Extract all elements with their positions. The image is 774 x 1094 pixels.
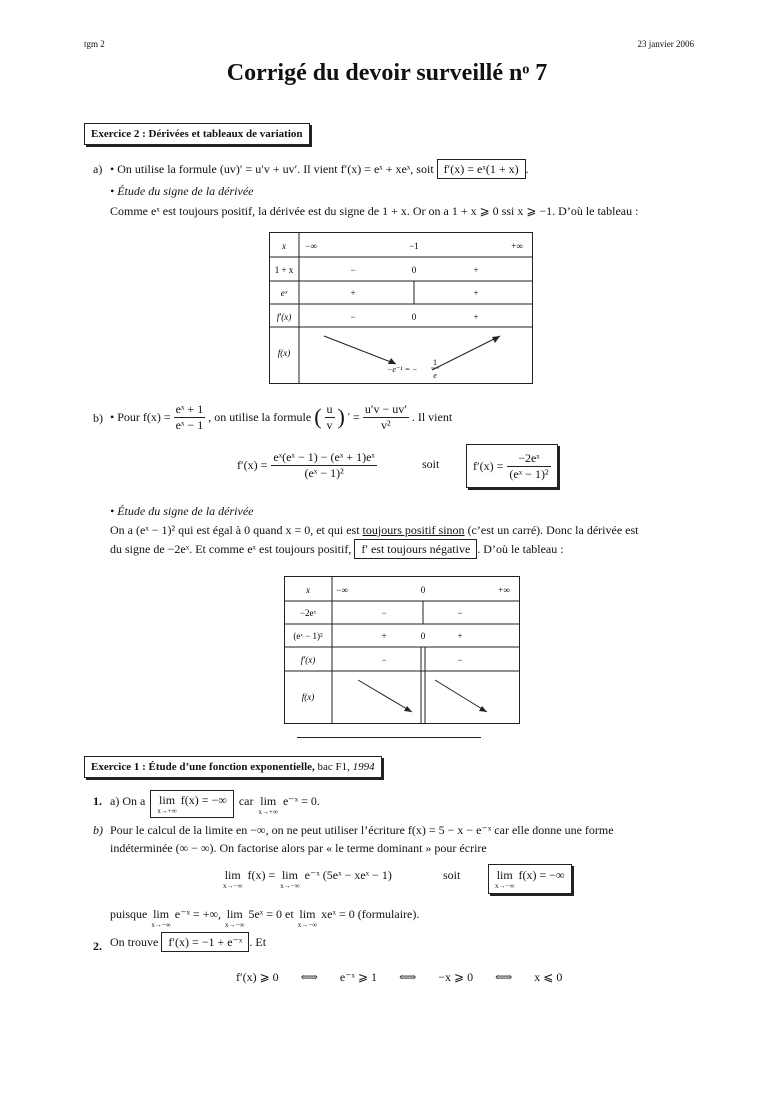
- exercise2-a-result: f′(x) = eˣ(1 + x): [437, 159, 526, 179]
- exercise2-b-f-den: eˣ − 1: [175, 417, 204, 432]
- q2-eq-4: −x ⩾ 0: [438, 970, 474, 984]
- t1-ex-plus-left: +: [350, 288, 356, 298]
- page-title: Corrigé du devoir surveillé nᵒ 7: [226, 60, 548, 86]
- exercise2-a-period: .: [525, 162, 529, 176]
- t1-x-minus1: −1: [409, 241, 419, 251]
- exercise2-b-v: v: [326, 417, 333, 432]
- q2-eq-0: f′(x) ⩾ 0: [236, 970, 279, 984]
- q1-p-under2: x→−∞: [225, 921, 245, 929]
- q1-p-lim3: lim: [299, 907, 316, 921]
- q1-a-lim2-rhs: e⁻ˣ = 0.: [282, 794, 320, 808]
- q2-eq-3: ⟺: [399, 970, 417, 984]
- q1-p-under3: x→−∞: [297, 921, 318, 929]
- q1-b-line2: indéterminée (∞ − ∞). On factorise alors par « le terme dominant » pour écrire: [110, 841, 487, 855]
- exercise2-b-derivative: [237, 446, 377, 484]
- t2-sq-zero: 0: [420, 631, 426, 641]
- q1-eq-box-lim: lim: [496, 868, 513, 882]
- exercise1-name: Étude d’une fonction exponentielle,: [148, 761, 315, 773]
- exercise2-a-sign-text: Comme eˣ est toujours positif, la dérivée est du signe de 1 + x. Or on a 1 + x ⩾ 0 ssi x ⩾ −1. D’où le tableau :: [110, 204, 639, 218]
- t2-arrow-left-head: [404, 706, 412, 712]
- q1-a-lim2-under: x→+∞: [258, 808, 278, 816]
- q2-pre: On trouve: [110, 935, 159, 949]
- t1-fp-minus: −: [350, 312, 356, 322]
- t2-x-minus-inf: −∞: [336, 585, 348, 595]
- exercise2-b-result: [466, 444, 558, 488]
- exercise2-b-deriv-num: eˣ(eˣ − 1) − (eˣ + 1)eˣ: [273, 449, 375, 464]
- exercise2-label: Exercice 2 :: [91, 128, 146, 140]
- q2-equivalences: [236, 970, 562, 985]
- q1-p-under1: x→−∞: [151, 921, 171, 929]
- exercise2-b-sign-line2: [110, 542, 564, 557]
- exercise2-b-sign-box: f′ est toujours négative: [354, 539, 477, 559]
- q1-p-lim2: lim: [226, 907, 243, 921]
- exercise2-b-label: b): [93, 411, 103, 425]
- exercise1-source: bac F1,: [317, 761, 350, 773]
- q1-p2: 5eˣ = 0 et: [248, 907, 294, 921]
- q2-eq-6: x ⩽ 0: [534, 970, 563, 984]
- t2-arrow-right: [435, 680, 487, 712]
- exercise2-b-deriv-den: (eˣ − 1)²: [304, 465, 344, 480]
- exercise2-b-result-num: −2eˣ: [507, 451, 550, 467]
- exercise2-b-sign-line2-pre: du signe de −2eˣ. Et comme eˣ est toujours positif,: [110, 542, 352, 556]
- q1-a-box-under: x→+∞: [157, 807, 177, 815]
- q1-number: 1.: [93, 794, 102, 808]
- t2-label-fp: f′(x): [300, 655, 316, 665]
- exercise2-b-sign-line1-pre: On a (eˣ − 1)² qui est égal à 0 quand x = 0, et qui est: [110, 523, 360, 537]
- exercise2-name: Dérivées et tableaux de variation: [148, 128, 303, 140]
- t2-sq-plus-left: +: [381, 631, 387, 641]
- q2-box: f′(x) = −1 + e⁻ˣ: [161, 932, 249, 952]
- t2-x-zero: 0: [420, 585, 426, 595]
- q1-a-car: car: [238, 794, 254, 808]
- t1-label-ex: eˣ: [280, 288, 288, 298]
- exercise2-b-sign-line2-post: . D’où le tableau :: [477, 542, 564, 556]
- exercise2-b-formula-den: v²: [381, 417, 391, 432]
- t1-min-label: −e⁻¹ = −: [387, 365, 418, 374]
- exercise2-b-sign-line1-post: (c’est un carré). Donc la dérivée est: [467, 523, 639, 537]
- q1-eq-box-under: x→−∞: [495, 882, 515, 890]
- t1-arrow-down: [324, 336, 396, 364]
- exercise1-label: Exercice 1 :: [91, 761, 146, 773]
- exercise2-a-text: • On utilise la formule (uv)′ = u′v + uv′. Il vient f′(x) = eˣ + xeˣ, soit: [110, 162, 434, 176]
- q1-eq-under2: x→−∞: [280, 882, 300, 890]
- header-left: tgm 2: [84, 39, 105, 49]
- q1-puisque: puisque: [110, 907, 148, 921]
- exercise2-b-result-lhs: f′(x) =: [473, 458, 504, 473]
- t2-x-plus-inf: +∞: [498, 585, 510, 595]
- q2-eq-5: ⟺: [495, 970, 513, 984]
- q1-a-text: a) On a: [110, 794, 146, 808]
- exercise2-a-line: [110, 162, 529, 177]
- t1-fp-plus: +: [473, 312, 479, 322]
- q1-eq-rhs: e⁻ˣ (5eˣ − xeˣ − 1): [304, 868, 392, 882]
- t2-arrow-right-head: [479, 706, 487, 712]
- q1-eq-box-rhs: f(x) = −∞: [518, 868, 565, 882]
- q1-puisque-line: [110, 907, 419, 929]
- exercise2-b-f-num: eˣ + 1: [175, 401, 204, 416]
- q1-b-label: b): [93, 823, 103, 837]
- exercise2-b-pre: • Pour f(x) =: [110, 409, 171, 424]
- exercise2-b-post: . Il vient: [411, 409, 453, 424]
- t1-ex-plus-right: +: [473, 288, 479, 298]
- t1-x-plus-inf: +∞: [511, 241, 523, 251]
- exercise2-a-sign-title: • Étude du signe de la dérivée: [110, 184, 254, 198]
- q1-p3: xeˣ = 0 (formulaire).: [321, 907, 420, 921]
- exercise2-b-mid: , on utilise la formule: [208, 409, 312, 424]
- t1-1px-zero: 0: [411, 265, 417, 275]
- q1-eq-lim1: lim: [224, 868, 241, 882]
- t2-label-m2ex: −2eˣ: [299, 608, 317, 618]
- q1-a-line: [110, 790, 320, 818]
- t1-1px-plus: +: [473, 265, 479, 275]
- t1-x-minus-inf: −∞: [305, 241, 317, 251]
- q2-number: 2.: [93, 939, 102, 953]
- t2-m2ex-left: −: [381, 608, 387, 618]
- t2-label-x: x: [306, 585, 310, 595]
- q1-eq-under1: x→−∞: [223, 882, 243, 890]
- exercise2-b-prime: ′: [347, 411, 351, 423]
- q1-eq-mid: f(x) =: [247, 868, 276, 882]
- t2-sq-plus-right: +: [457, 631, 463, 641]
- exercise2-b-u: u: [326, 401, 333, 416]
- t2-m2ex-right: −: [457, 608, 463, 618]
- q2-post: . Et: [249, 935, 267, 949]
- exercise2-b-sign-line1-ul: toujours positif sinon: [362, 523, 465, 537]
- q1-p-lim1: lim: [153, 907, 170, 921]
- t1-min-den: e: [433, 371, 437, 380]
- t2-label-f: f(x): [301, 692, 315, 702]
- q1-b-line1: Pour le calcul de la limite en −∞, on ne peut utiliser l’écriture f(x) = 5 − x − e⁻ˣ car elle donne une forme: [110, 823, 614, 837]
- t1-1px-minus: −: [350, 265, 356, 275]
- q1-a-lim2: lim: [260, 794, 277, 808]
- exercise1-year: 1994: [352, 761, 375, 773]
- t1-label-f: f(x): [277, 348, 291, 358]
- q2-line: [110, 935, 266, 950]
- exercise2-b-line: • Pour f(x) = $\frac{\text{eˣ + 1}}{\text{eˣ − 1}}$ , on utilise la formule ( $\frac{u}{v}$ ) ′ = $\frac{u'v - uv'}{\text{v²}}$ . Il vient: [110, 401, 453, 432]
- t2-arrow-left: [358, 680, 412, 712]
- q2-eq-2: e⁻ˣ ⩾ 1: [339, 970, 378, 984]
- t1-min-num: 1: [433, 358, 437, 367]
- variation-table-1: [269, 232, 533, 384]
- q1-eq-lim2: lim: [281, 868, 298, 882]
- t1-label-fp: f′(x): [276, 312, 292, 322]
- exercise2-heading: [84, 123, 310, 145]
- t2-fp-right: −: [457, 655, 463, 665]
- exercise1-heading: [84, 756, 382, 778]
- t1-arrow-up: [432, 336, 500, 370]
- separator: [297, 737, 481, 738]
- exercise2-b-soit: soit: [422, 457, 440, 471]
- t1-label-x: x: [282, 241, 286, 251]
- q1-a-box-lim: lim: [159, 793, 176, 807]
- exercise2-b-formula-num: u′v − uv′: [364, 401, 407, 416]
- exercise2-b-sign-line1: [110, 523, 638, 538]
- t1-label-1px: 1 + x: [274, 265, 294, 275]
- q1-b-equation: [223, 868, 392, 890]
- exercise2-b-result-den: (eˣ − 1)²: [509, 466, 549, 481]
- exercise2-b-sign-title: • Étude du signe de la dérivée: [110, 504, 254, 518]
- q1-p1: e⁻ˣ = +∞,: [174, 907, 222, 921]
- exercise2-b-deriv-lhs: f′(x) =: [237, 457, 268, 472]
- t2-label-sq: (eˣ − 1)²: [293, 631, 323, 641]
- variation-table-2: [284, 576, 520, 724]
- q2-eq-1: ⟺: [300, 970, 318, 984]
- header-right: 23 janvier 2006: [637, 39, 694, 49]
- exercise2-b-eq: =: [353, 409, 360, 424]
- q1-eq-box: [488, 864, 572, 894]
- t1-fp-zero: 0: [411, 312, 417, 322]
- q1-eq-soit: soit: [443, 868, 461, 882]
- q1-a-box: [150, 790, 234, 818]
- q1-a-box-rhs: f(x) = −∞: [180, 793, 227, 807]
- exercise2-a-label: a): [93, 162, 103, 176]
- t2-fp-left: −: [381, 655, 387, 665]
